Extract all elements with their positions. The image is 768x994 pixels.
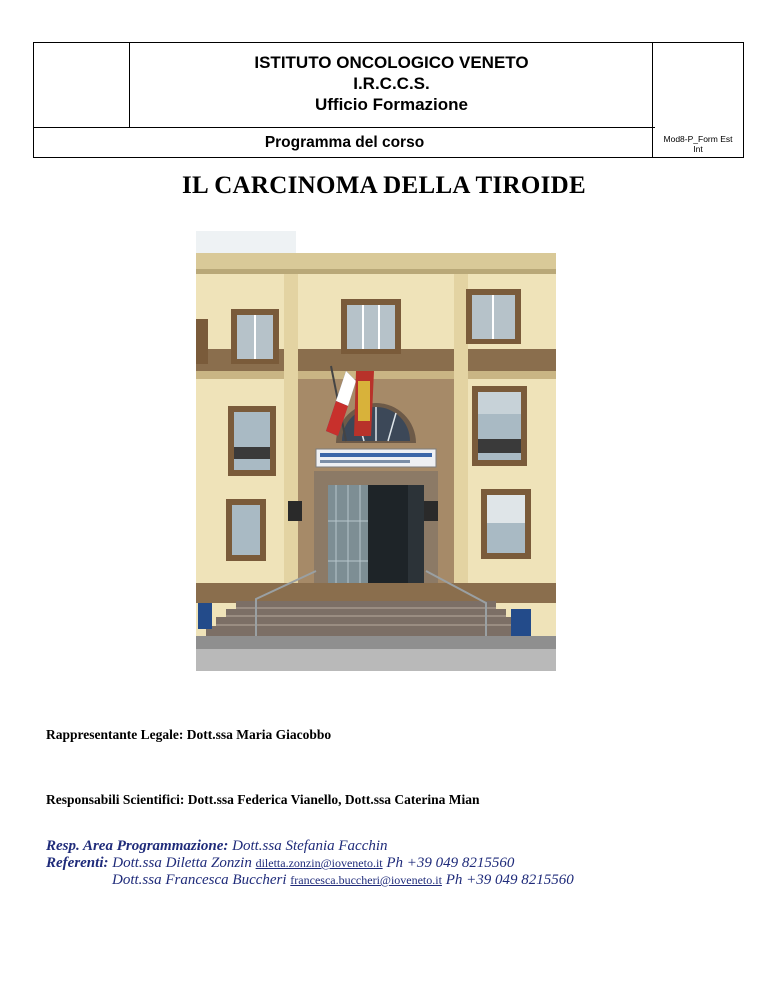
form-code-line-2: Int [693, 144, 703, 154]
header-divider [34, 127, 655, 128]
referent-2-name: Dott.ssa Francesca Buccheri [112, 872, 287, 888]
form-code [653, 134, 743, 154]
institute-name [129, 52, 654, 115]
referent-1-phone: Ph +39 049 8215560 [386, 855, 515, 871]
form-code-line-1: Mod8-P_Form Est [663, 134, 733, 144]
referent-1-name: Dott.ssa Diletta Zonzin [112, 855, 252, 871]
referent-1-email[interactable]: diletta.zonzin@ioveneto.it [255, 856, 383, 870]
referent-line-1 [46, 855, 574, 872]
course-title: IL CARCINOMA DELLA TIROIDE [182, 172, 586, 199]
org-line-1: ISTITUTO ONCOLOGICO VENETO [254, 53, 529, 72]
area-manager-label: Resp. Area Programmazione: [46, 838, 229, 854]
header-table [33, 42, 744, 158]
org-line-2: I.R.C.C.S. [353, 74, 430, 93]
referents-label: Referenti: [46, 855, 109, 871]
area-manager-name: Dott.ssa Stefania Facchin [232, 838, 388, 854]
referent-2-email[interactable]: francesca.buccheri@ioveneto.it [290, 873, 442, 887]
contacts-block [46, 838, 574, 889]
legal-representative: Rappresentante Legale: Dott.ssa Maria Giacobbo [46, 727, 332, 742]
scientific-managers: Responsabili Scientifici: Dott.ssa Federica Vianello, Dott.ssa Caterina Mian [46, 792, 480, 807]
org-line-3: Ufficio Formazione [314, 95, 468, 114]
program-label: Programma del corso [264, 134, 425, 151]
area-manager-line [46, 838, 574, 855]
building-photo [196, 231, 556, 671]
header-logo-cell [34, 43, 130, 127]
referent-2-phone: Ph +39 049 8215560 [445, 872, 574, 888]
referent-line-2 [46, 872, 574, 889]
